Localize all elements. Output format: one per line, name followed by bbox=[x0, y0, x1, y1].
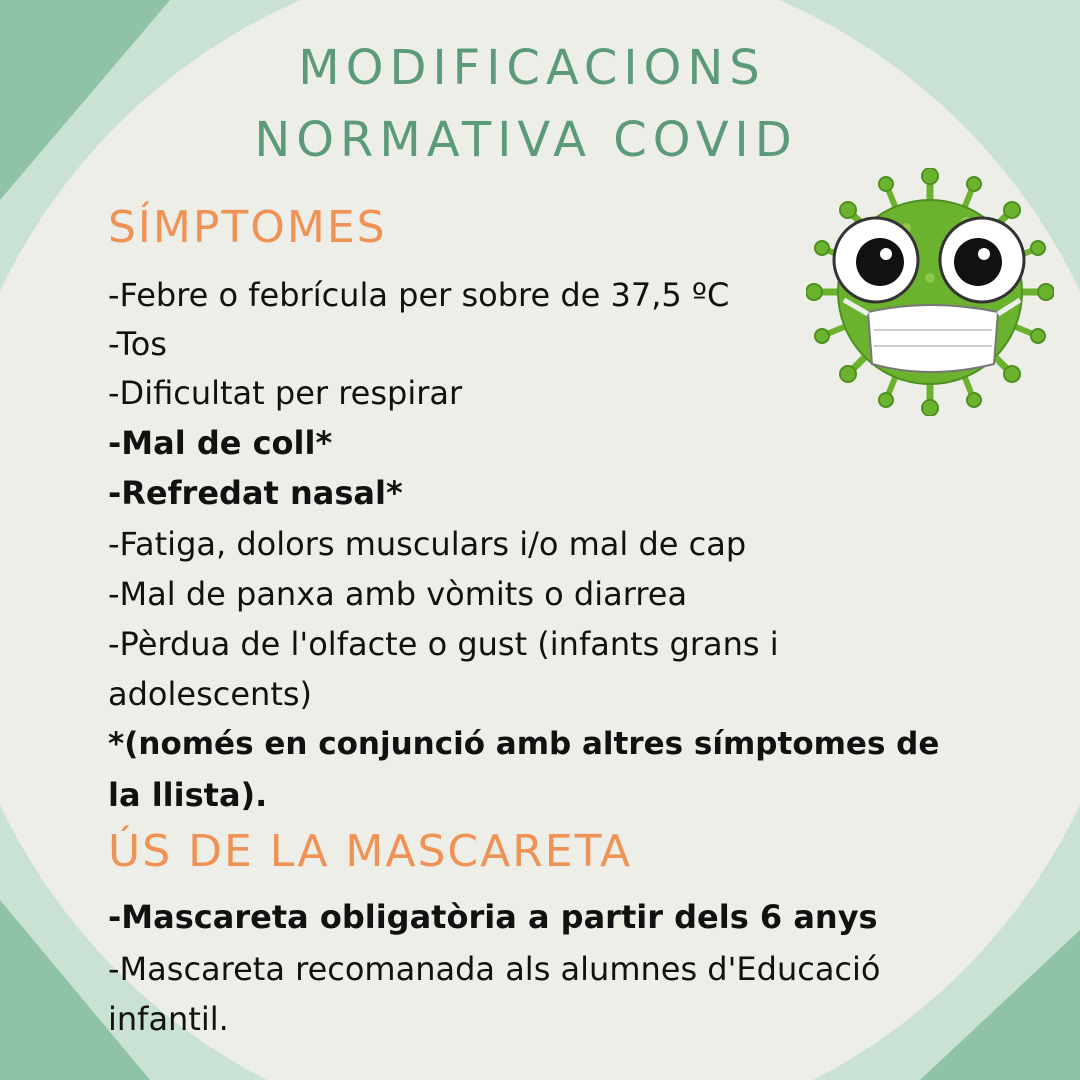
virus-with-mask-icon bbox=[806, 168, 1054, 416]
symptom-item: adolescents) bbox=[108, 675, 313, 713]
mask-item: -Mascareta recomanada als alumnes d'Educació bbox=[108, 950, 881, 988]
symptom-item: -Tos bbox=[108, 325, 167, 363]
symptom-item: -Refredat nasal* bbox=[108, 474, 403, 512]
mask-item: infantil. bbox=[108, 1000, 229, 1038]
symptom-item: -Dificultat per respirar bbox=[108, 374, 463, 412]
mask-heading: ÚS DE LA MASCARETA bbox=[108, 826, 633, 877]
symptoms-note-cont: la llista). bbox=[108, 776, 268, 814]
symptoms-note: *(només en conjunció amb altres símptomes de bbox=[108, 726, 940, 762]
mask-item: -Mascareta obligatòria a partir dels 6 anys bbox=[108, 898, 878, 936]
symptoms-heading: SÍMPTOMES bbox=[108, 202, 387, 253]
symptom-item: -Mal de coll* bbox=[108, 424, 333, 462]
symptom-item: -Fatiga, dolors musculars i/o mal de cap bbox=[108, 525, 747, 563]
symptom-item: -Pèrdua de l'olfacte o gust (infants grans i bbox=[108, 625, 779, 663]
page-title-line1: MODIFICACIONS bbox=[298, 40, 766, 96]
page-title-line2: NORMATIVA COVID bbox=[254, 112, 798, 168]
symptom-item: -Mal de panxa amb vòmits o diarrea bbox=[108, 575, 688, 613]
symptom-item: -Febre o febrícula per sobre de 37,5 ºC bbox=[108, 276, 730, 314]
